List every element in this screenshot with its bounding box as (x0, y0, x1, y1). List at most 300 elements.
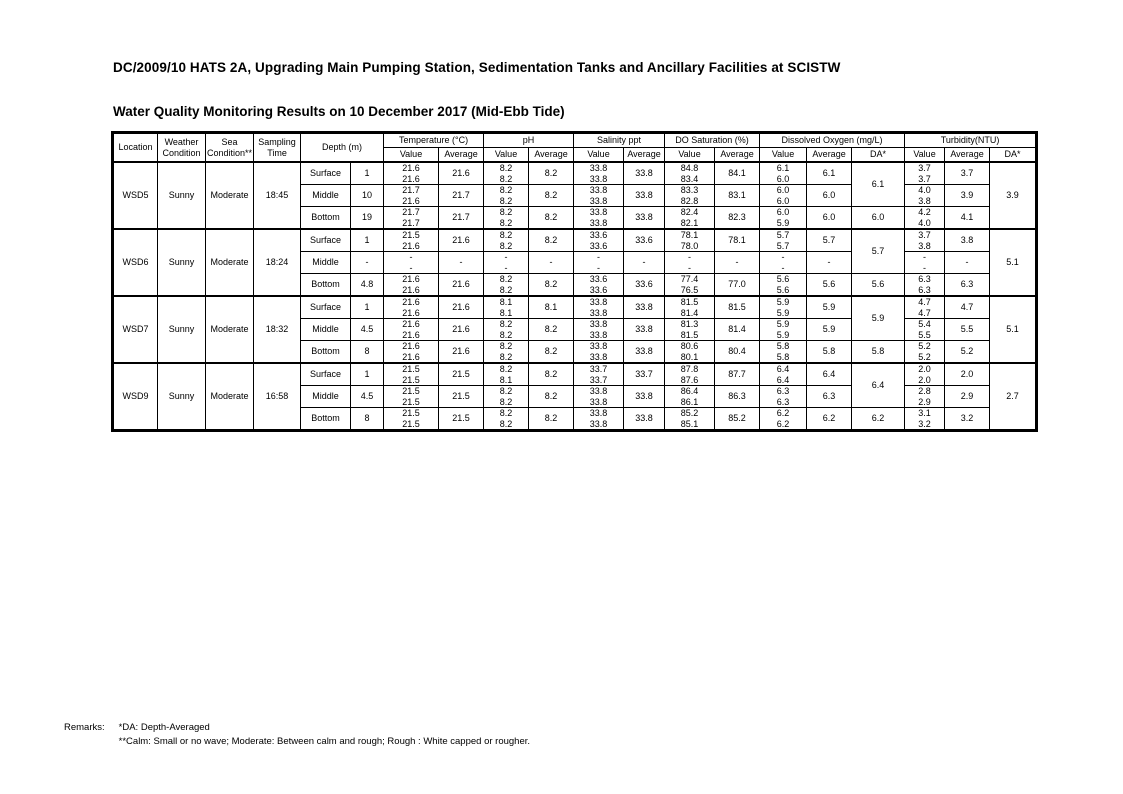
cell-depth: 19 (351, 207, 384, 230)
reading-top: 8.2 (499, 207, 513, 217)
cell-temp-avg: - (439, 252, 484, 274)
reading-bottom: 33.8 (589, 351, 608, 362)
cell-temp-value (384, 296, 439, 319)
reading-bottom: 3.7 (918, 173, 931, 184)
header-sea (206, 133, 254, 163)
cell-weather: Sunny (158, 229, 206, 296)
cell-sal-avg: 33.8 (624, 185, 665, 207)
reading-bottom: - (781, 262, 785, 273)
cell-ph-value (484, 341, 529, 364)
reading-top: 80.6 (680, 341, 699, 351)
cell-depth-label: Bottom (301, 408, 351, 431)
cell-do-avg: 6.1 (807, 162, 852, 185)
cell-ph-avg: 8.1 (529, 296, 574, 319)
reading-bottom: 2.9 (918, 396, 931, 407)
cell-temp-value (384, 408, 439, 431)
header-do-average: Average (807, 148, 852, 163)
reading-bottom: 21.5 (402, 418, 420, 429)
reading-top: 82.4 (680, 207, 699, 217)
reading-bottom: 81.4 (680, 307, 699, 318)
reading-top: 6.2 (776, 408, 790, 418)
cell-temp-avg: 21.6 (439, 162, 484, 185)
reading-bottom: 21.5 (402, 374, 420, 385)
cell-sal-avg: 33.8 (624, 319, 665, 341)
cell-depth: 8 (351, 341, 384, 364)
cell-depth-label: Middle (301, 386, 351, 408)
reading-top: 4.7 (918, 297, 931, 307)
cell-dosat-avg: - (715, 252, 760, 274)
cell-turb-value (905, 229, 945, 252)
cell-temp-value (384, 162, 439, 185)
cell-do-da-bottom: 6.2 (852, 408, 905, 431)
table-row (113, 296, 1037, 319)
cell-sal-value (574, 296, 624, 319)
cell-do-avg: 5.6 (807, 274, 852, 297)
cell-ph-avg: 8.2 (529, 363, 574, 386)
header-do-da: DA* (852, 148, 905, 163)
cell-weather: Sunny (158, 363, 206, 431)
cell-depth-label: Surface (301, 162, 351, 185)
header-sal-average: Average (624, 148, 665, 163)
cell-depth: 4.5 (351, 386, 384, 408)
cell-temp-avg: 21.6 (439, 229, 484, 252)
cell-depth: 1 (351, 229, 384, 252)
reading-bottom: 21.6 (402, 173, 420, 184)
cell-turb-value (905, 408, 945, 431)
cell-do-value (760, 185, 807, 207)
header-location: Location (113, 133, 158, 163)
cell-do-value (760, 162, 807, 185)
cell-dosat-avg: 85.2 (715, 408, 760, 431)
reading-top: 33.6 (589, 230, 608, 240)
cell-sal-value (574, 207, 624, 230)
cell-do-da: 5.7 (852, 229, 905, 274)
cell-ph-avg: - (529, 252, 574, 274)
reading-top: - (504, 252, 508, 262)
reading-bottom: 6.3 (776, 396, 790, 407)
cell-ph-value (484, 252, 529, 274)
reading-top: 78.1 (680, 230, 699, 240)
reading-top: 4.2 (918, 207, 931, 217)
reading-bottom: 82.8 (680, 195, 699, 206)
reading-bottom: 78.0 (680, 240, 699, 251)
reading-bottom: 8.2 (499, 240, 513, 251)
cell-time: 18:24 (254, 229, 301, 296)
cell-temp-avg: 21.6 (439, 341, 484, 364)
reading-bottom: 5.7 (776, 240, 790, 251)
cell-dosat-value (665, 296, 715, 319)
reading-bottom: 82.1 (680, 217, 699, 228)
cell-depth: - (351, 252, 384, 274)
cell-depth: 1 (351, 162, 384, 185)
remark-sea-condition: **Calm: Small or no wave; Moderate: Between calm and rough; Rough : White capped or rougher. (118, 736, 531, 747)
cell-do-avg: 6.0 (807, 185, 852, 207)
reading-bottom: 33.8 (589, 307, 608, 318)
cell-sal-avg: 33.6 (624, 229, 665, 252)
cell-temp-value (384, 319, 439, 341)
cell-do-value (760, 229, 807, 252)
cell-turb-avg: 3.9 (945, 185, 990, 207)
reading-top: 21.5 (402, 364, 420, 374)
reading-bottom: - (597, 262, 601, 273)
reading-bottom: - (923, 262, 927, 273)
cell-turb-value (905, 341, 945, 364)
cell-dosat-avg: 81.4 (715, 319, 760, 341)
cell-turb-avg: 2.9 (945, 386, 990, 408)
cell-sal-value (574, 408, 624, 431)
cell-dosat-avg: 78.1 (715, 229, 760, 252)
reading-bottom: 8.2 (499, 329, 513, 340)
cell-dosat-avg: 86.3 (715, 386, 760, 408)
cell-do-avg: 5.8 (807, 341, 852, 364)
header-sampling-line1: Sampling (258, 137, 296, 147)
cell-turb-avg: 4.1 (945, 207, 990, 230)
reading-bottom: 21.5 (402, 396, 420, 407)
reading-bottom: 5.9 (776, 307, 790, 318)
cell-depth-label: Bottom (301, 341, 351, 364)
header-turb-average: Average (945, 148, 990, 163)
cell-do-avg: 6.4 (807, 363, 852, 386)
reading-bottom: 76.5 (680, 284, 699, 295)
reading-top: 84.8 (680, 163, 699, 173)
header-weather-line2: Condition (162, 147, 201, 158)
cell-sal-avg: - (624, 252, 665, 274)
cell-depth: 10 (351, 185, 384, 207)
reading-bottom: 33.8 (589, 418, 608, 429)
cell-temp-avg: 21.5 (439, 363, 484, 386)
reading-top: 3.7 (918, 230, 931, 240)
cell-turb-value (905, 252, 945, 274)
cell-do-avg: 5.7 (807, 229, 852, 252)
cell-sal-avg: 33.8 (624, 162, 665, 185)
reading-top: 6.1 (776, 163, 790, 173)
reading-top: 6.0 (776, 185, 790, 195)
reading-bottom: 5.2 (918, 351, 931, 362)
cell-dosat-avg: 83.1 (715, 185, 760, 207)
reading-bottom: 5.8 (776, 351, 790, 362)
reading-top: 2.8 (918, 386, 931, 396)
cell-sea: Moderate (206, 229, 254, 296)
cell-dosat-value (665, 386, 715, 408)
reading-bottom: 3.8 (918, 195, 931, 206)
header-sampling-line2: Time (267, 147, 287, 158)
cell-do-da-bottom: 5.8 (852, 341, 905, 364)
reading-top: 33.8 (589, 319, 608, 329)
cell-ph-value (484, 363, 529, 386)
cell-ph-value (484, 207, 529, 230)
cell-sal-value (574, 162, 624, 185)
reading-bottom: 5.9 (776, 329, 790, 340)
cell-dosat-value (665, 274, 715, 297)
cell-sal-value (574, 252, 624, 274)
reading-bottom: 33.8 (589, 173, 608, 184)
header-sal-value: Value (574, 148, 624, 163)
cell-turb-avg: 4.7 (945, 296, 990, 319)
header-sea-line1: Sea (221, 137, 238, 147)
reading-bottom: 21.6 (402, 307, 420, 318)
header-turbidity: Turbidity(NTU) (905, 133, 1037, 148)
cell-location: WSD5 (113, 162, 158, 229)
reading-bottom: - (409, 262, 413, 273)
header-temp-average: Average (439, 148, 484, 163)
cell-dosat-avg: 81.5 (715, 296, 760, 319)
remarks-block (64, 722, 530, 750)
cell-sal-value (574, 274, 624, 297)
cell-dosat-value (665, 207, 715, 230)
header-turb-value: Value (905, 148, 945, 163)
cell-do-da-bottom: 5.6 (852, 274, 905, 297)
cell-ph-avg: 8.2 (529, 185, 574, 207)
cell-do-value (760, 408, 807, 431)
reading-bottom: 33.8 (589, 217, 608, 228)
cell-do-da: 5.9 (852, 296, 905, 341)
cell-depth: 4.5 (351, 319, 384, 341)
cell-sal-value (574, 341, 624, 364)
reading-bottom: 21.6 (402, 195, 420, 206)
cell-depth: 8 (351, 408, 384, 431)
header-temperature: Temperature (°C) (384, 133, 484, 148)
water-quality-table (111, 131, 1038, 432)
reading-bottom: 5.6 (776, 284, 790, 295)
cell-sal-avg: 33.8 (624, 207, 665, 230)
reading-top: 5.7 (776, 230, 790, 240)
cell-ph-avg: 8.2 (529, 341, 574, 364)
cell-sea: Moderate (206, 296, 254, 363)
reading-top: 5.2 (918, 341, 931, 351)
cell-dosat-value (665, 162, 715, 185)
cell-temp-avg: 21.5 (439, 408, 484, 431)
cell-temp-avg: 21.6 (439, 296, 484, 319)
reading-bottom: 33.6 (589, 240, 608, 251)
document-title: DC/2009/10 HATS 2A, Upgrading Main Pumping Station, Sedimentation Tanks and Ancillary Facilities at SCISTW (113, 60, 841, 75)
cell-do-value (760, 252, 807, 274)
reading-top: 8.2 (499, 408, 513, 418)
reading-top: 8.2 (499, 319, 513, 329)
cell-turb-da: 3.9 (990, 162, 1037, 229)
reading-top: 21.7 (402, 185, 420, 195)
cell-turb-avg: - (945, 252, 990, 274)
header-salinity: Salinity ppt (574, 133, 665, 148)
cell-location: WSD9 (113, 363, 158, 431)
header-depth: Depth (m) (301, 133, 384, 163)
cell-temp-value (384, 386, 439, 408)
reading-bottom: 4.0 (918, 217, 931, 228)
cell-ph-value (484, 408, 529, 431)
cell-ph-value (484, 162, 529, 185)
cell-sal-avg: 33.6 (624, 274, 665, 297)
reading-bottom: 33.8 (589, 329, 608, 340)
reading-top: 6.4 (776, 364, 790, 374)
header-ph-value: Value (484, 148, 529, 163)
cell-sal-avg: 33.8 (624, 341, 665, 364)
reading-top: 33.8 (589, 163, 608, 173)
cell-turb-value (905, 274, 945, 297)
reading-top: 8.2 (499, 163, 513, 173)
reading-bottom: 8.1 (499, 374, 513, 385)
cell-ph-avg: 8.2 (529, 274, 574, 297)
cell-do-value (760, 363, 807, 386)
header-do-value: Value (760, 148, 807, 163)
cell-dosat-value (665, 341, 715, 364)
cell-sal-value (574, 229, 624, 252)
cell-sal-avg: 33.8 (624, 408, 665, 431)
header-dosat-value: Value (665, 148, 715, 163)
header-weather (158, 133, 206, 163)
cell-do-avg: 6.2 (807, 408, 852, 431)
cell-turb-value (905, 296, 945, 319)
cell-depth: 1 (351, 296, 384, 319)
cell-turb-da: 5.1 (990, 296, 1037, 363)
cell-depth-label: Surface (301, 296, 351, 319)
reading-top: 83.3 (680, 185, 699, 195)
reading-bottom: 87.6 (680, 374, 699, 385)
cell-depth-label: Bottom (301, 207, 351, 230)
cell-dosat-value (665, 408, 715, 431)
reading-top: 33.8 (589, 207, 608, 217)
cell-do-da: 6.4 (852, 363, 905, 408)
header-dosat-average: Average (715, 148, 760, 163)
reading-bottom: 6.0 (776, 195, 790, 206)
reading-bottom: 6.2 (776, 418, 790, 429)
cell-time: 16:58 (254, 363, 301, 431)
reading-top: 4.0 (918, 185, 931, 195)
reading-top: 33.7 (589, 364, 608, 374)
cell-temp-avg: 21.7 (439, 185, 484, 207)
cell-sal-value (574, 386, 624, 408)
cell-temp-avg: 21.5 (439, 386, 484, 408)
header-sampling-time (254, 133, 301, 163)
reading-top: 8.2 (499, 386, 513, 396)
reading-bottom: 8.2 (499, 217, 513, 228)
reading-top: 21.5 (402, 408, 420, 418)
header-turb-da: DA* (990, 148, 1037, 163)
cell-turb-avg: 3.7 (945, 162, 990, 185)
cell-dosat-value (665, 229, 715, 252)
reading-top: - (923, 252, 927, 262)
reading-top: 8.2 (499, 364, 513, 374)
cell-location: WSD7 (113, 296, 158, 363)
cell-dosat-avg: 87.7 (715, 363, 760, 386)
cell-sal-value (574, 363, 624, 386)
cell-depth-label: Bottom (301, 274, 351, 297)
cell-dosat-avg: 80.4 (715, 341, 760, 364)
cell-turb-avg: 3.2 (945, 408, 990, 431)
cell-turb-value (905, 363, 945, 386)
cell-do-value (760, 386, 807, 408)
cell-temp-value (384, 341, 439, 364)
header-ph-average: Average (529, 148, 574, 163)
reading-top: 81.5 (680, 297, 699, 307)
cell-depth: 4.8 (351, 274, 384, 297)
reading-bottom: 5.9 (776, 217, 790, 228)
reading-bottom: 86.1 (680, 396, 699, 407)
cell-sal-avg: 33.8 (624, 386, 665, 408)
reading-top: 81.3 (680, 319, 699, 329)
reading-top: 8.2 (499, 274, 513, 284)
cell-turb-avg: 2.0 (945, 363, 990, 386)
cell-depth-label: Surface (301, 363, 351, 386)
cell-depth-label: Surface (301, 229, 351, 252)
reading-top: 21.6 (402, 163, 420, 173)
header-sea-line2: Condition** (207, 147, 253, 158)
cell-sea: Moderate (206, 162, 254, 229)
reading-bottom: 6.0 (776, 173, 790, 184)
reading-top: 85.2 (680, 408, 699, 418)
cell-temp-value (384, 363, 439, 386)
reading-top: 21.6 (402, 274, 420, 284)
reading-bottom: 21.6 (402, 351, 420, 362)
cell-ph-value (484, 296, 529, 319)
reading-top: 21.5 (402, 386, 420, 396)
cell-weather: Sunny (158, 296, 206, 363)
reading-top: 6.0 (776, 207, 790, 217)
cell-ph-avg: 8.2 (529, 229, 574, 252)
cell-dosat-avg: 77.0 (715, 274, 760, 297)
cell-turb-value (905, 386, 945, 408)
cell-ph-avg: 8.2 (529, 207, 574, 230)
cell-do-value (760, 319, 807, 341)
header-weather-line1: Weather (164, 137, 199, 147)
cell-depth-label: Middle (301, 252, 351, 274)
reading-bottom: 33.8 (589, 195, 608, 206)
reading-bottom: 21.6 (402, 284, 420, 295)
reading-bottom: 21.6 (402, 240, 420, 251)
reading-bottom: 6.3 (918, 284, 931, 295)
cell-ph-value (484, 386, 529, 408)
reading-bottom: 21.7 (402, 217, 420, 228)
reading-bottom: 33.6 (589, 284, 608, 295)
cell-temp-avg: 21.6 (439, 274, 484, 297)
cell-temp-value (384, 207, 439, 230)
reading-top: 5.8 (776, 341, 790, 351)
reading-bottom: 8.2 (499, 195, 513, 206)
reading-top: 2.0 (918, 364, 931, 374)
reading-bottom: 81.5 (680, 329, 699, 340)
cell-temp-value (384, 229, 439, 252)
cell-dosat-avg: 82.3 (715, 207, 760, 230)
reading-top: 21.6 (402, 297, 420, 307)
cell-turb-da: 5.1 (990, 229, 1037, 296)
cell-turb-value (905, 162, 945, 185)
reading-top: 33.8 (589, 297, 608, 307)
table-row (113, 363, 1037, 386)
header-ph: pH (484, 133, 574, 148)
reading-top: 33.8 (589, 408, 608, 418)
cell-do-value (760, 296, 807, 319)
page-subtitle: Water Quality Monitoring Results on 10 December 2017 (Mid-Ebb Tide) (113, 104, 565, 119)
cell-dosat-value (665, 363, 715, 386)
cell-do-avg: 6.0 (807, 207, 852, 230)
cell-temp-avg: 21.7 (439, 207, 484, 230)
cell-ph-avg: 8.2 (529, 386, 574, 408)
cell-turb-avg: 3.8 (945, 229, 990, 252)
reading-top: 5.9 (776, 297, 790, 307)
cell-do-value (760, 207, 807, 230)
reading-bottom: 3.8 (918, 240, 931, 251)
cell-depth-label: Middle (301, 319, 351, 341)
cell-do-da-bottom: 6.0 (852, 207, 905, 230)
reading-bottom: 8.1 (499, 307, 513, 318)
cell-depth: 1 (351, 363, 384, 386)
reading-top: 6.3 (918, 274, 931, 284)
reading-top: 21.6 (402, 341, 420, 351)
reading-bottom: 2.0 (918, 374, 931, 385)
reading-bottom: 33.8 (589, 396, 608, 407)
reading-top: 21.5 (402, 230, 420, 240)
reading-top: 33.8 (589, 185, 608, 195)
cell-turb-value (905, 207, 945, 230)
cell-dosat-value (665, 252, 715, 274)
